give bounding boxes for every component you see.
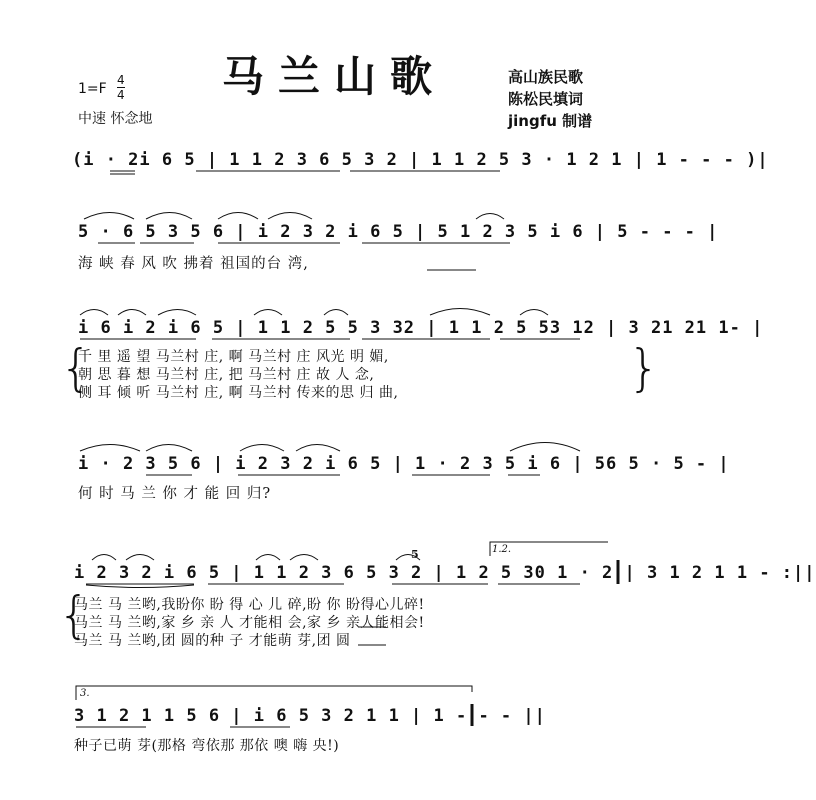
grace-note: 5 bbox=[411, 548, 419, 561]
volta-1-2-label: 1.2. bbox=[492, 544, 512, 555]
volta-3-label: 3. bbox=[80, 688, 90, 699]
score-line-2-notes: 5 · 6 5 3 5 6 | i 2 3 2 i 6 5 | 5 1 2 3 5 i 6 | 5 - - - | bbox=[78, 222, 719, 242]
left-brace-icon: { bbox=[60, 339, 92, 397]
score-line-5-lyrics-verse-1: 马兰 马 兰哟,我盼你 盼 得 心 儿 碎,盼 你 盼得心儿碎! bbox=[74, 597, 425, 613]
score-line-2-lyrics: 海 峡 春 风 吹 拂着 祖国的台 湾, bbox=[78, 256, 309, 272]
credit-origin: 高山族民歌 bbox=[508, 68, 584, 86]
left-brace-icon: { bbox=[58, 586, 90, 644]
key-signature: 1=F bbox=[78, 81, 107, 97]
score-line-3-lyrics-verse-3: 侧 耳 倾 听 马兰村 庄, 啊 马兰村 传来的思 归 曲, bbox=[78, 385, 399, 401]
tempo-marking: 中速 怀念地 bbox=[78, 111, 153, 127]
score-line-6-notes: 3 1 2 1 1 5 6 | i 6 5 3 2 1 1 | 1 - - - || bbox=[74, 706, 546, 726]
score-line-3-lyrics-verse-2: 朝 思 暮 想 马兰村 庄, 把 马兰村 庄 故 人 念, bbox=[78, 367, 375, 383]
time-signature-bottom: 4 bbox=[117, 88, 125, 102]
score-line-5-lyrics-verse-2: 马兰 马 兰哟,家 乡 亲 人 才能相 会,家 乡 亲人能相会! bbox=[74, 615, 425, 631]
score-line-6-lyrics: 种子已萌 芽(那格 弯依那 那依 噢 嗨 央!) bbox=[74, 738, 340, 754]
credit-arranger: jingfu 制谱 bbox=[508, 112, 593, 130]
right-brace-icon: } bbox=[628, 339, 660, 397]
score-line-4-notes: i · 2 3 5 6 | i 2 3 2 i 6 5 | 1 · 2 3 5 i 6 | 56 5 · 5 - | bbox=[78, 454, 730, 474]
time-signature-top: 4 bbox=[117, 73, 125, 87]
credit-lyricist: 陈松民填词 bbox=[508, 90, 584, 108]
score-line-3-lyrics-verse-1: 千 里 遥 望 马兰村 庄, 啊 马兰村 庄 风光 明 媚, bbox=[78, 349, 389, 365]
score-line-3-notes: i 6 i 2 i 6 5 | 1 1 2 5 5 3 32 | 1 1 2 5 53 12 | 3 21 21 1- | bbox=[78, 318, 764, 338]
score-line-1-notes: (i · 2i 6 5 | 1 1 2 3 6 5 3 2 | 1 1 2 5 3 · 1 2 1 | 1 - - - )| bbox=[72, 150, 769, 170]
score-line-5-notes: i 2 3 2 i 6 5 | 1 1 2 3 6 5 3 2 | 1 2 5 30 1 · 2 | 3 1 2 1 1 - :|| bbox=[74, 563, 816, 583]
song-title: 马兰山歌 bbox=[222, 52, 447, 101]
score-line-5-lyrics-verse-3: 马兰 马 兰哟,团 圆的种 子 才能萌 芽,团 圆 bbox=[74, 633, 351, 649]
score-line-4-lyrics: 何 时 马 兰 你 才 能 回 归? bbox=[78, 486, 272, 502]
